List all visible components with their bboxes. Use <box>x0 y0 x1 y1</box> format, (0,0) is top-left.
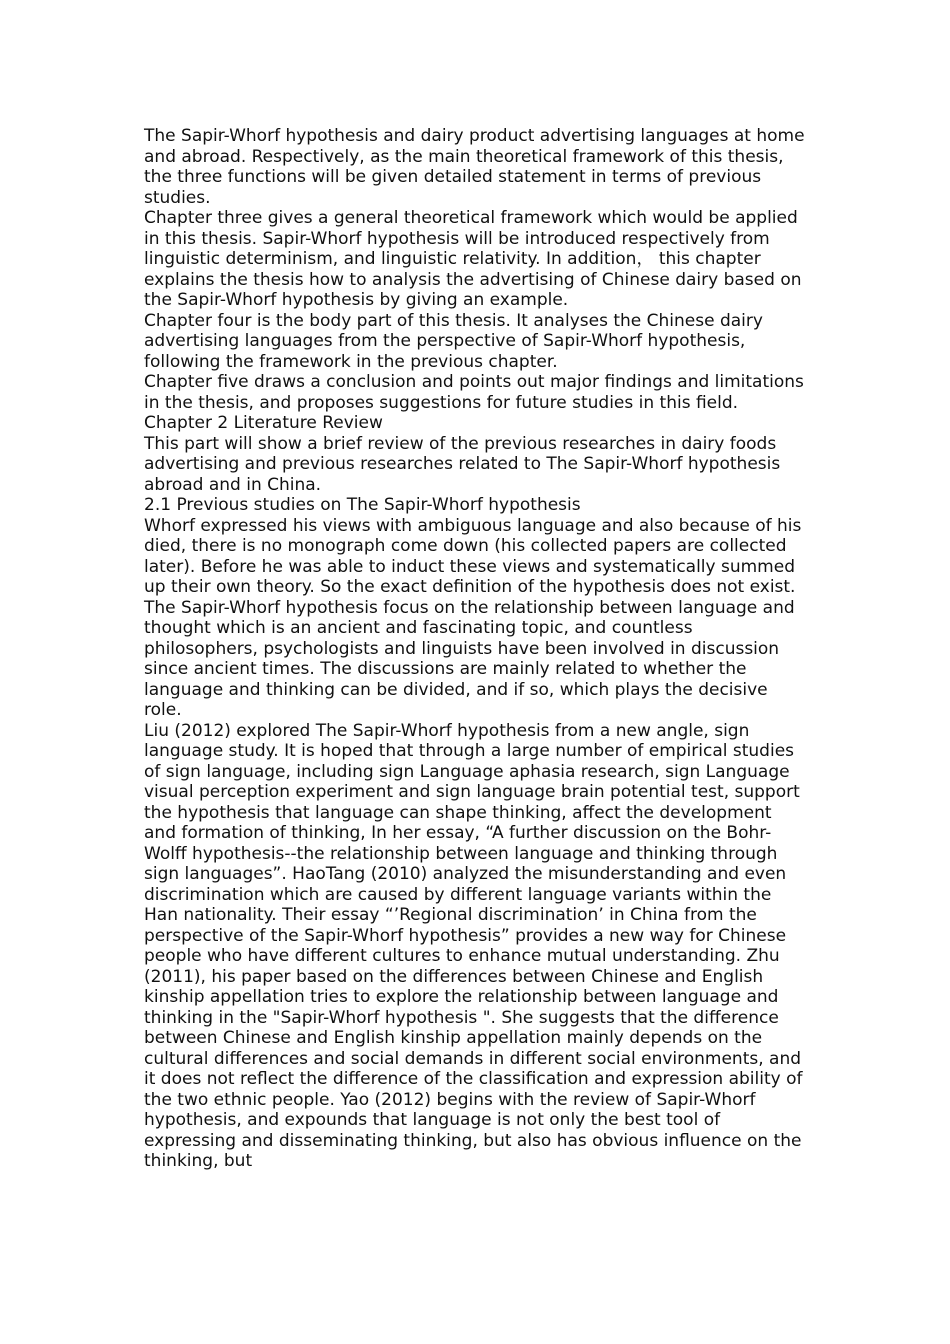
paragraph-chapter-five: Chapter five draws a conclusion and points out major findings and limitations in the thesis, and proposes suggestions for future studies in this field. <box>144 372 804 413</box>
document-page <box>144 126 808 1172</box>
paragraph-previous-studies: Liu (2012) explored The Sapir-Whorf hypothesis from a new angle, sign language study. It is hoped that through a large number of empirical studies of sign language, including sign Language aphasia research, sign Language visual perception experiment and sign language brain potential test, support the hypothesis that language can shape thinking, affect the development and formation of thinking, In her essay, “A further discussion on the Bohr-Wolff hypothesis--the relationship between language and thinking through sign languages”. HaoTang (2010) analyzed the misunderstanding and even discrimination which are caused by different language variants within the Han nationality. Their essay “’Regional discrimination’ in China from the perspective of the Sapir-Whorf hypothesis” provides a new way for Chinese people who have different cultures to enhance mutual understanding. Zhu (2011), his paper based on the differences between Chinese and English kinship appellation tries to explore the relationship between language and thinking in the "Sapir-Whorf hypothesis ". She suggests that the difference between Chinese and English kinship appellation mainly depends on the cultural differences and social demands in different social environments, and it does not reflect the difference of the classification and expression ability of the two ethnic people. Yao (2012) begins with the review of Sapir-Whorf hypothesis, and expounds that language is not only the best tool of expressing and disseminating thinking, but also has obvious influence on the thinking, but <box>144 720 803 1171</box>
paragraph-chapter-overview: The Sapir-Whorf hypothesis and dairy product advertising languages at home and abroad. Respectively, as the main theoretical framework of this thesis, the three functions will be given detailed statement in terms of previous studies. <box>144 126 805 208</box>
paragraph-chapter-four: Chapter four is the body part of this thesis. It analyses the Chinese dairy advertising languages from the perspective of Sapir-Whorf hypothesis, following the framework in the previous chapter. <box>144 310 763 372</box>
paragraph-literature-intro: This part will show a brief review of the previous researches in dairy foods advertising and previous researches related to The Sapir-Whorf hypothesis abroad and in China. <box>144 433 781 495</box>
section-heading: 2.1 Previous studies on The Sapir-Whorf hypothesis <box>144 495 581 515</box>
paragraph-whorf-views: Whorf expressed his views with ambiguous language and also because of his died, there is no monograph come down (his collected papers are collected later). Before he was able to induct these views and systematically summed up their own theory. So the exact definition of the hypothesis does not exist. The Sapir-Whorf hypothesis focus on the relationship between language and thought which is an ancient and fascinating topic, and countless philosophers, psychologists and linguists have been involved in discussion since ancient times. The discussions are mainly related to whether the language and thinking can be divided, and if so, which plays the decisive role. <box>144 515 802 720</box>
paragraph-chapter-three: Chapter three gives a general theoretical framework which would be applied in this thesis. Sapir-Whorf hypothesis will be introduced respectively from linguistic determinism, and linguistic relativity. In addition， this chapter explains the thesis how to analysis the advertising of Chinese dairy based on the Sapir-Whorf hypothesis by giving an example. <box>144 208 802 310</box>
chapter-heading: Chapter 2 Literature Review <box>144 413 383 433</box>
